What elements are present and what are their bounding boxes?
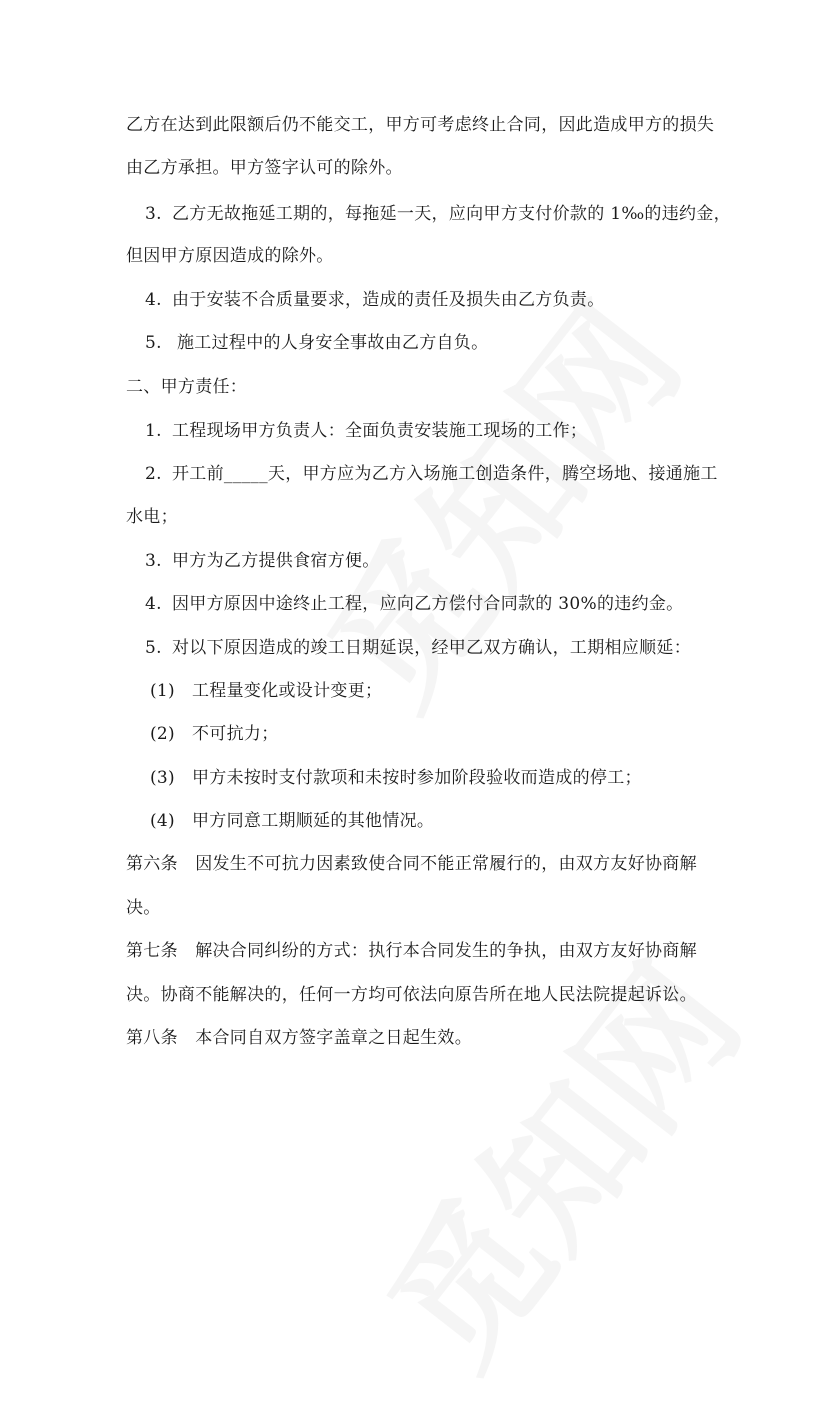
item-text: 对以下原因造成的竣工日期延误，经甲乙双方确认，工期相应顺延： [172, 638, 691, 658]
paragraph-line: 但因甲方原因造成的除外。 [126, 246, 334, 266]
item-number: (3) [150, 768, 175, 788]
item-text: 甲方同意工期顺延的其他情况。 [192, 811, 435, 831]
item-text: 因甲方原因中途终止工程，应向乙方偿付合同款的 30%的违约金。 [172, 594, 684, 614]
item-text: 施工过程中的人身安全事故由乙方自负。 [177, 333, 489, 353]
list-item [145, 419, 587, 443]
item-number: 5. [145, 638, 162, 658]
list-item [145, 636, 691, 660]
list-item [145, 202, 731, 226]
list-item [145, 288, 605, 312]
item-text: 由于安装不合质量要求，造成的责任及损失由乙方负责。 [172, 290, 605, 310]
item-text: 不可抗力； [192, 724, 279, 744]
item-number: 3. [145, 204, 162, 224]
item-text: 工程现场甲方负责人：全面负责安装施工现场的工作； [172, 421, 588, 441]
paragraph-line: 决。 [126, 898, 161, 918]
list-item [145, 331, 488, 355]
item-number: 4. [145, 594, 162, 614]
paragraph-line: 水电； [126, 507, 178, 527]
article-8: 第八条 本合同自双方签字盖章之日起生效。 [126, 1028, 472, 1048]
item-number: 4. [145, 290, 162, 310]
list-item [145, 549, 380, 573]
paragraph-line: 乙方在达到此限额后仍不能交工，甲方可考虑终止合同，因此造成甲方的损失 [126, 115, 715, 135]
sub-item [150, 766, 642, 790]
item-number: 2. [145, 464, 162, 484]
item-number: (1) [150, 681, 175, 701]
paragraph-line: 由乙方承担。甲方签字认可的除外。 [126, 158, 403, 178]
item-number: (2) [150, 724, 175, 744]
section-heading: 二、甲方责任： [126, 377, 248, 397]
item-text: 甲方为乙方提供食宿方便。 [172, 551, 380, 571]
item-text: 工程量变化或设计变更； [192, 681, 383, 701]
article-6: 第六条 因发生不可抗力因素致使合同不能正常履行的，由双方友好协商解 [126, 854, 697, 874]
item-number: (4) [150, 811, 175, 831]
item-number: 3. [145, 551, 162, 571]
list-item [145, 462, 718, 486]
item-number: 1. [145, 421, 162, 441]
item-text: 甲方未按时支付款项和未按时参加阶段验收而造成的停工； [192, 768, 642, 788]
sub-item [150, 679, 382, 703]
article-7: 第七条 解决合同纠纷的方式：执行本合同发生的争执，由双方友好协商解 [126, 941, 697, 961]
sub-item [150, 809, 434, 833]
paragraph-line: 决。协商不能解决的，任何一方均可依法向原告所在地人民法院提起诉讼。 [126, 985, 697, 1005]
item-number: 5. [145, 333, 162, 353]
item-text: 乙方无故拖延工期的，每拖延一天，应向甲方支付价款的 1‰的违约金， [172, 204, 731, 224]
list-item [145, 592, 684, 616]
item-text: 开工前_____天，甲方应为乙方入场施工创造条件，腾空场地、接通施工 [172, 464, 718, 484]
watermark [271, 254, 718, 742]
sub-item [150, 722, 279, 746]
